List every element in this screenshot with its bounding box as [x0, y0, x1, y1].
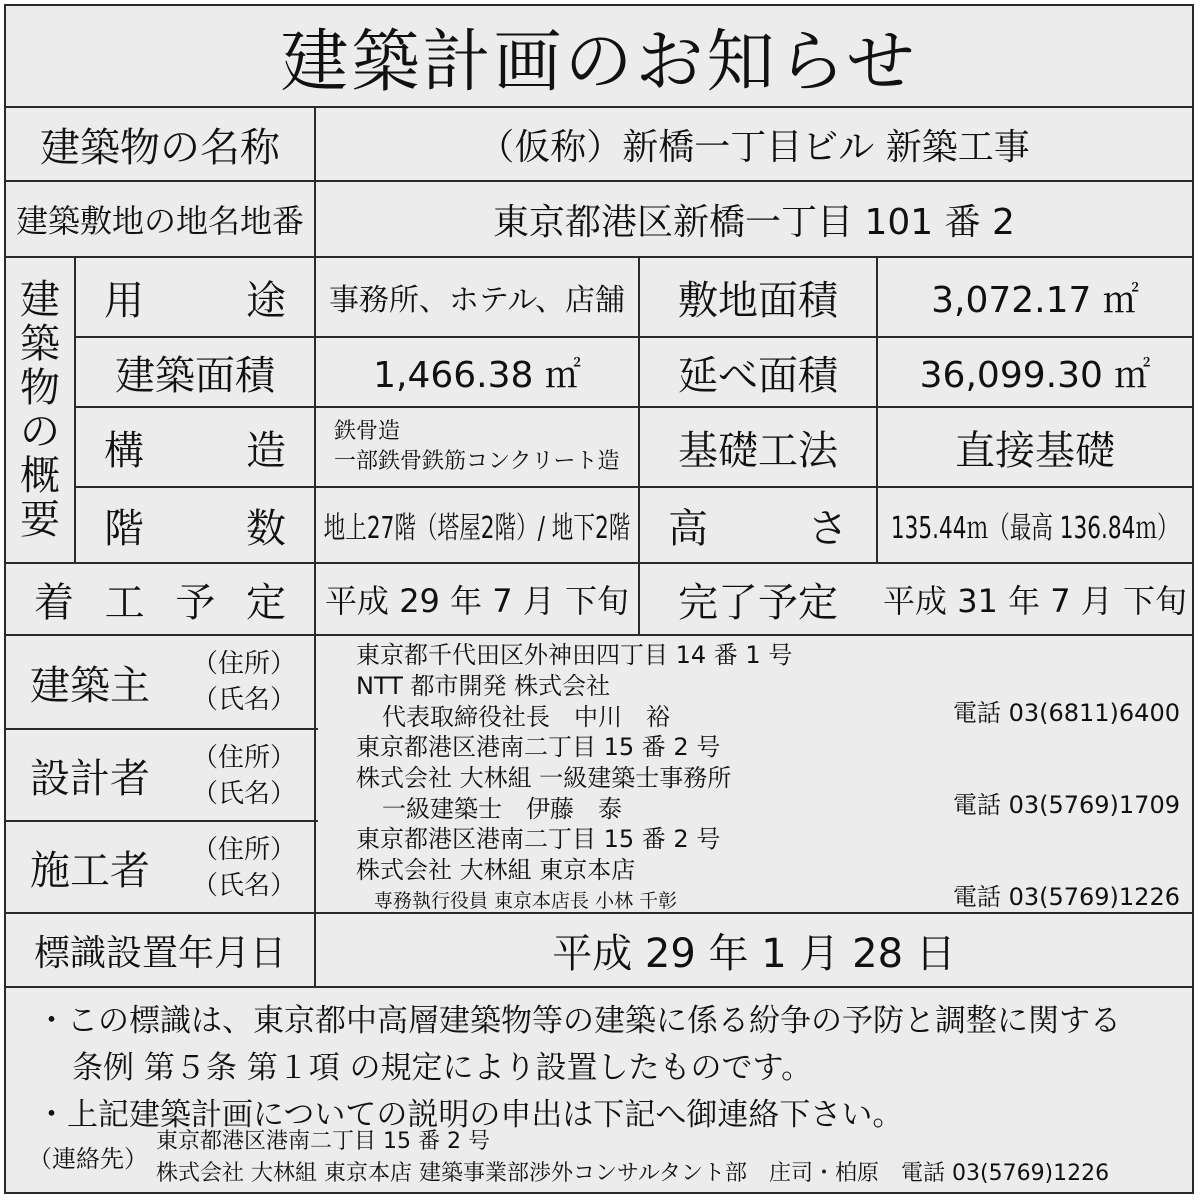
completion-label: 完了予定 — [678, 579, 838, 626]
contact-details: 東京都港区港南二丁目 15 番 2 号 株式会社 大林組 東京本店 建築事業部渉外コンサルタント部 庄司・柏原 電話 03(5769)1226 — [156, 1129, 1110, 1186]
structure-label: 構 造 — [104, 427, 286, 474]
site-address-label: 建築敷地の地名地番 — [15, 202, 304, 240]
designer-details: 東京都港区港南二丁目 15 番 2 号 株式会社 大林組 一級建築士事務所 一級建築士 伊藤 泰 — [356, 733, 732, 822]
contractor-details: 東京都港区港南二丁目 15 番 2 号 株式会社 大林組 東京本店 専務執行役員 東京本店長 小林 千彰 — [356, 825, 721, 912]
foundation-value: 直接基礎 — [955, 427, 1115, 474]
construction-start-label: 着 工 予 定 — [34, 579, 286, 626]
overview-section-label: 建 築 物 の 概 要 — [20, 277, 60, 543]
notice-notes: ・この標識は、東京都中高層建築物等の建築に係る紛争の予防と調整に関する 条例 第５条 第１項 の規定により設置したものです。 ・上記建築計画についての説明の申出は下記へ御連絡下さい。 — [36, 1003, 1121, 1133]
structure-value: 鉄骨造 一部鉄骨鉄筋コンクリート造 — [334, 419, 620, 474]
site-area-label: 敷地面積 — [678, 277, 838, 324]
building-name-label: 建築物の名称 — [40, 124, 280, 171]
usage-label: 用 途 — [104, 277, 286, 324]
floors-label: 階 数 — [104, 505, 286, 552]
height-label: 高 さ — [668, 505, 848, 552]
designer-label: 設計者 — [30, 755, 150, 802]
contractor-sub-labels: （住所） （氏名） — [192, 835, 297, 901]
page-title: 建築計画のお知らせ — [280, 22, 918, 102]
owner-label: 建築主 — [30, 662, 150, 709]
contractor-label: 施工者 — [30, 847, 150, 894]
building-area-value: 1,466.38 ㎡ — [373, 354, 581, 396]
building-area-label: 建築面積 — [115, 352, 275, 399]
owner-details: 東京都千代田区外神田四丁目 14 番 1 号 NTT 都市開発 株式会社 代表取締役社長 中川 裕 — [356, 641, 793, 730]
designer-phone: 電話 03(5769)1709 — [952, 790, 1180, 819]
foundation-label: 基礎工法 — [678, 427, 838, 474]
total-floor-area-value: 36,099.30 ㎡ — [919, 354, 1151, 396]
sign-date-value: 平成 29 年 1 月 28 日 — [552, 930, 956, 977]
height-value: 135.44ｍ（最高 136.84ｍ） — [891, 511, 1179, 546]
floors-value: 地上27階（塔屋2階）/ 地下2階 — [323, 511, 631, 546]
site-address-value: 東京都港区新橋一丁目 101 番 2 — [493, 201, 1015, 243]
contractor-phone: 電話 03(5769)1226 — [952, 882, 1180, 911]
construction-start-value: 平成 29 年 7 月 下旬 — [325, 582, 629, 620]
contact-label: （連絡先） — [28, 1144, 148, 1173]
usage-value: 事務所、ホテル、店舗 — [328, 283, 626, 318]
designer-sub-labels: （住所） （氏名） — [192, 743, 297, 809]
sign-date-label: 標識設置年月日 — [33, 932, 286, 974]
total-floor-area-label: 延べ面積 — [678, 352, 838, 399]
building-name-value: （仮称）新橋一丁目ビル 新築工事 — [478, 126, 1030, 168]
owner-phone: 電話 03(6811)6400 — [952, 698, 1180, 727]
completion-value: 平成 31 年 7 月 下旬 — [883, 582, 1187, 620]
site-area-value: 3,072.17 ㎡ — [931, 279, 1139, 321]
owner-sub-labels: （住所） （氏名） — [192, 649, 297, 715]
